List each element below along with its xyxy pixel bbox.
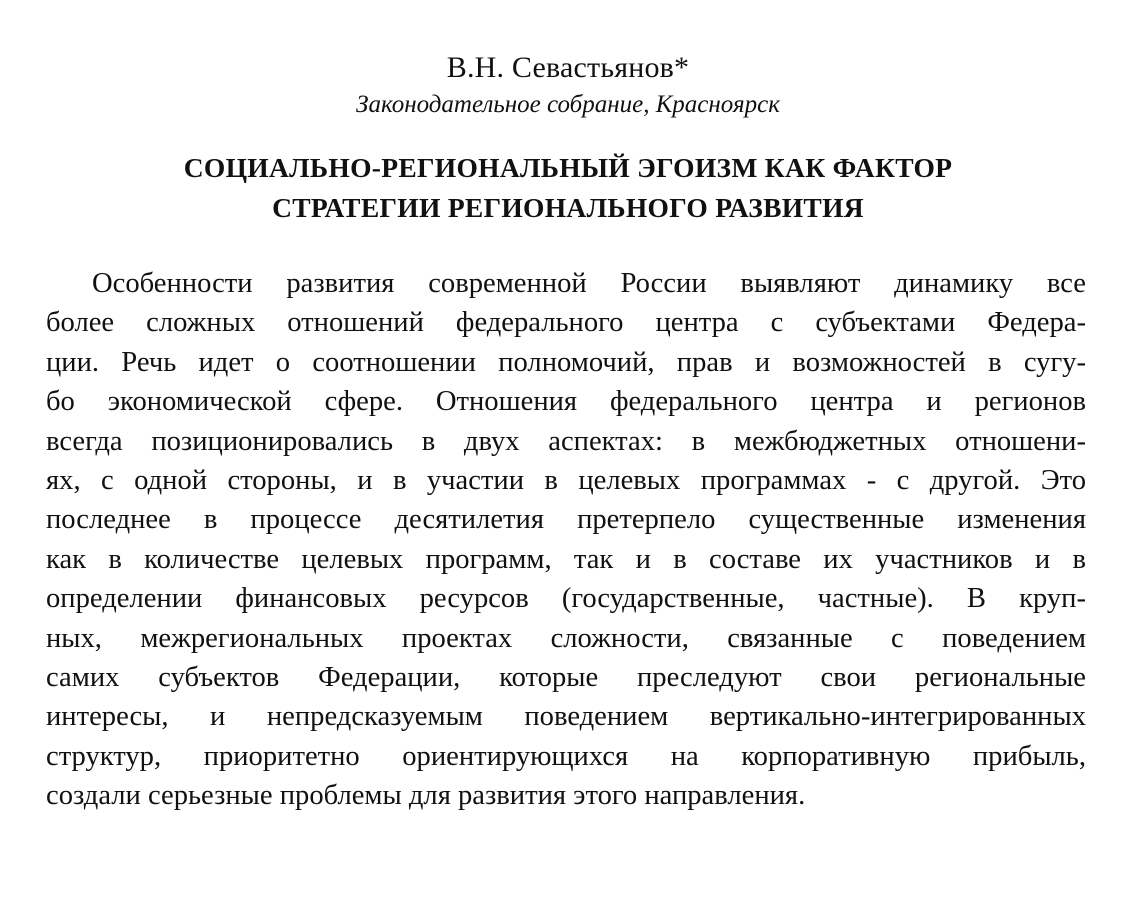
body-line: последнее в процессе десятилетия претерпело существенные изменения — [46, 504, 1086, 536]
body-line: интересы, и непредсказуемым поведением вертикально-интегрированных — [46, 701, 1086, 733]
body-line: создали серьезные проблемы для развития этого направления. — [46, 780, 806, 812]
article-title — [80, 148, 1056, 228]
body-line: структур, приоритетно ориентирующихся на корпоративную прибыль, — [46, 740, 1086, 772]
body-line: ных, межрегиональных проектах сложности, связанные с поведением — [46, 622, 1086, 654]
body-line: как в количестве целевых программ, так и в составе их участников и в — [46, 543, 1086, 575]
body-line: определении финансовых ресурсов (государственные, частные). В круп- — [46, 583, 1086, 615]
body-line: Особенности развития современной России выявляют динамику все — [92, 268, 1086, 299]
body-line: ях, с одной стороны, и в участии в целевых программах - с другой. Это — [46, 464, 1086, 496]
author-affiliation: Законодательное собрание, Красноярск — [356, 91, 780, 118]
body-line: бо экономической сфере. Отношения федерального центра и регионов — [46, 386, 1086, 418]
title-line: СТРАТЕГИИ РЕГИОНАЛЬНОГО РАЗВИТИЯ — [272, 192, 864, 223]
body-line: ции. Речь идет о соотношении полномочий, прав и возможностей в сугу- — [46, 346, 1086, 378]
body-line: самих субъектов Федерации, которые преследуют свои региональные — [46, 661, 1086, 693]
body-paragraph — [46, 264, 1086, 815]
body-line: всегда позиционировались в двух аспектах: в межбюджетных отношени- — [46, 425, 1086, 457]
author-name: В.Н. Севастьянов* — [446, 51, 690, 84]
body-line: более сложных отношений федерального центра с субъектами Федера- — [46, 307, 1086, 339]
title-line: СОЦИАЛЬНО-РЕГИОНАЛЬНЫЙ ЭГОИЗМ КАК ФАКТОР — [183, 152, 953, 183]
